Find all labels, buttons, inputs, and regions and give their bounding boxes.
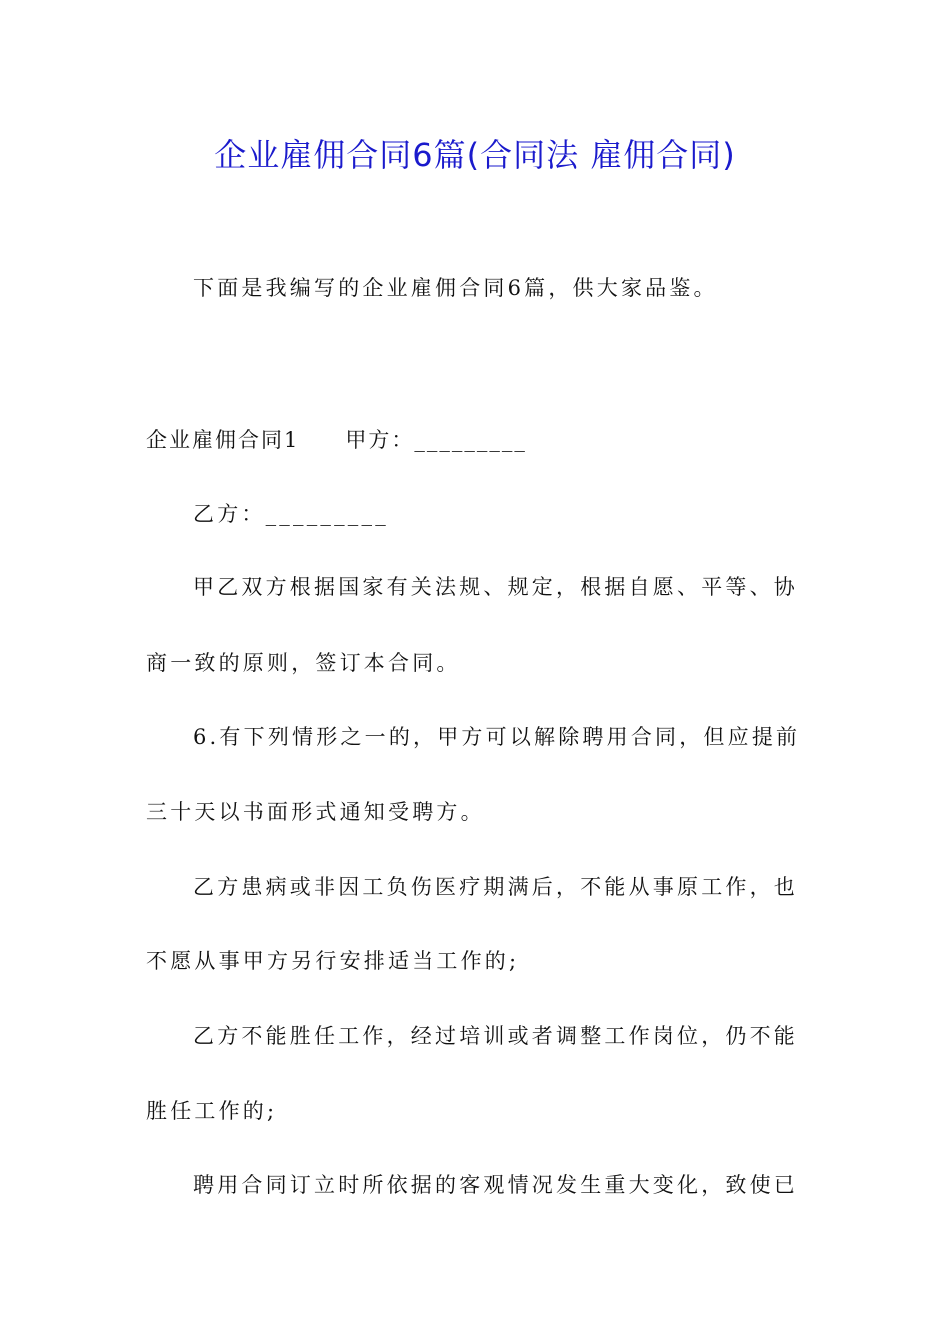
paragraph-line: 三十天以书面形式通知受聘方。 (146, 800, 485, 824)
paragraph-line: 胜任工作的; (146, 1099, 278, 1123)
intro-paragraph: 下面是我编写的企业雇佣合同6篇，供大家品鉴。 (193, 276, 718, 300)
paragraph-line: 聘用合同订立时所依据的客观情况发生重大变化，致使已 (193, 1173, 798, 1197)
paragraph-line: 商一致的原则，签订本合同。 (146, 651, 461, 675)
paragraph-line: 乙方患病或非因工负伤医疗期满后，不能从事原工作，也 (193, 875, 798, 899)
contract-heading-line (146, 424, 527, 454)
document-title: 企业雇佣合同6篇(合同法 雇佣合同) (214, 136, 736, 174)
paragraph-line: 乙方不能胜任工作，经过培训或者调整工作岗位，仍不能 (193, 1024, 798, 1048)
paragraph-line: 6.有下列情形之一的，甲方可以解除聘用合同，但应提前 (193, 725, 801, 749)
paragraph-line: 不愿从事甲方另行安排适当工作的; (146, 949, 520, 973)
party-b-field: 乙方：_________ (193, 502, 389, 526)
paragraph-line: 甲乙双方根据国家有关法规、规定，根据自愿、平等、协 (193, 575, 798, 599)
contract-heading: 企业雇佣合同1 (146, 428, 300, 452)
party-a-field: 甲方：_________ (345, 428, 527, 452)
